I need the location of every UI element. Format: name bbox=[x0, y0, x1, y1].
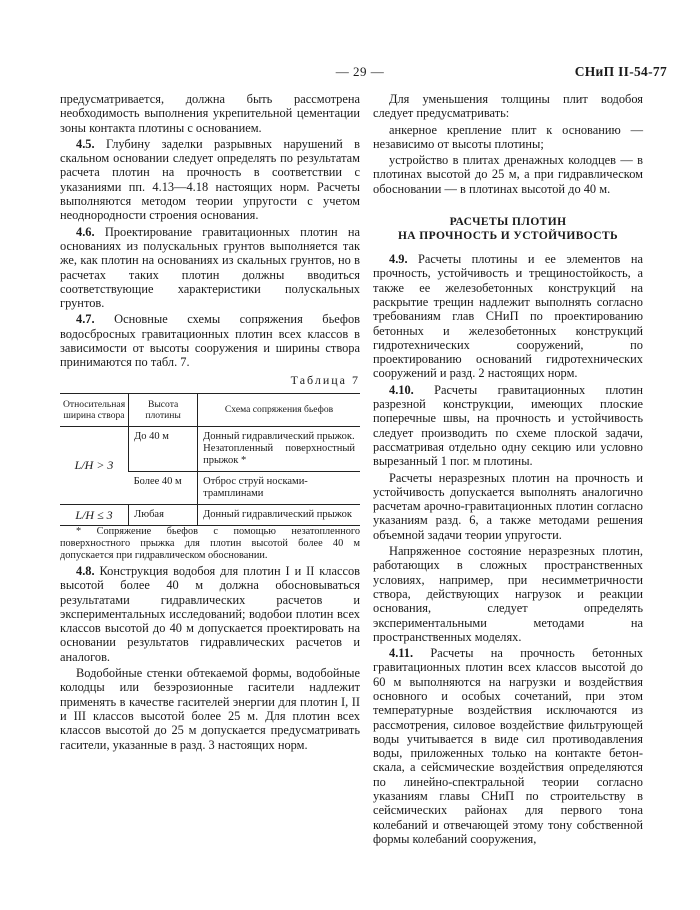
section-title-line: РАСЧЕТЫ ПЛОТИН bbox=[449, 216, 567, 229]
table-header-row bbox=[60, 393, 360, 426]
clause-text: Глубину заделки разрывных нарушений в скальном основании следует определять по результатам расчета плотин на прочность в соответствии с указаниями пп. 4.13—4.18 настоящих норм. Расчеты выполняются методом теории упругости с учетом неоднородности строения основания. bbox=[60, 136, 360, 223]
paragraph: Напряженное состояние неразрезных плотин, работающих в сложных пространственных условиях, например, при несимметричности створа, действующих нагрузок и реакции основания, следует определять экспериментальными методами на пространственных моделях. bbox=[373, 544, 643, 644]
clause-text: Основные схемы сопряжения бьефов водосбросных гравитационных плотин всех классов в зависимости от высоты сооружения и ширины створа принимаются по табл. 7. bbox=[60, 312, 360, 370]
clause-number: 4.6. bbox=[76, 224, 95, 239]
clause-number: 4.11. bbox=[389, 646, 414, 661]
clause-number: 4.7. bbox=[76, 312, 95, 327]
scheme-line: Донный гидравлический прыжок. bbox=[203, 430, 355, 442]
scheme-cell: Отброс струй носками-трамплинами bbox=[198, 471, 360, 504]
clause-number: 4.9. bbox=[389, 252, 408, 267]
paragraph: Для уменьшения толщины плит водобоя следует предусматривать: bbox=[373, 92, 643, 121]
paragraph: анкерное крепление плит к основанию — независимо от высоты плотины; bbox=[373, 122, 643, 151]
scheme-line: Незатопленный поверхностный прыжок * bbox=[203, 442, 355, 466]
clause-text: Конструкция водобоя для плотин I и II классов высотой более 40 м должна обосновываться результатами гидравлических расчетов и экспериментальных исследований; водобои плотин всех классов высотой до 40 м допускается проектировать на основании результатов гидравлических расчетов и аналогов. bbox=[60, 563, 360, 664]
clause-4-6 bbox=[60, 225, 360, 311]
clause-4-11 bbox=[373, 646, 643, 846]
page-header bbox=[0, 64, 700, 84]
clause-text: Расчеты на прочность бетонных гравитационных плотин всех классов высотой до 60 м выполняются на нагрузки и воздействия основного и особых сочетаний, при этом температурные воздействия исключаются из рассмотрения, силовое воздействие фильтрующей воды учитывается в виде сил противодавления воды, приложенных только на контакте бетон-скала, а сейсмические воздействия определяются по линейно-спектральной теории согласно указаниям главы СНиП по строительству в сейсмических районах для первого тона колебаний и отвечающей этому тону собственной формы колебаний сооружения, bbox=[373, 646, 643, 846]
clause-text: Расчеты гравитационных плотин разрезной конструкции, имеющих плоские поперечные швы, на прочность и устойчивость следует производить по схеме плоской задачи, рассматривая отдельно одну секцию или условно вырезанный 1 пог. м плотины. bbox=[373, 382, 643, 469]
table-row bbox=[60, 504, 360, 525]
ratio-cell: L/H > 3 bbox=[60, 426, 129, 504]
scheme-cell bbox=[198, 426, 360, 471]
page-number: — 29 — bbox=[335, 64, 385, 79]
clause-4-10 bbox=[373, 383, 643, 469]
header-coupling-scheme: Схема сопряжения бьефов bbox=[198, 393, 360, 426]
paragraph: Расчеты неразрезных плотин на прочность и устойчивость допускается выполнять аналогично расчетам арочно-гравитационных плотин согласно указаниям разд. 6, а также методами решения объемной задачи теории упругости. bbox=[373, 470, 643, 542]
clause-4-8 bbox=[60, 564, 360, 664]
clause-text: Проектирование гравитационных плотин на основаниях из полускальных грунтов выполняется так же, как плотин на основаниях из скальных грунтов, но в расчетах таких плотин должны вводиться соответствующие характеристики полускальных грунтов. bbox=[60, 224, 360, 311]
header-relative-width: Относительная ширина створа bbox=[60, 393, 129, 426]
paragraph-continuation: предусматривается, должна быть рассмотрена необходимость выполнения укрепительной цементации зоны контакта плотины с основанием. bbox=[60, 92, 360, 135]
clause-text: Расчеты плотины и ее элементов на прочность, устойчивость и трещиностойкость, а также ее железобетонных конструкций на раскрытие трещин надлежит выполнять согласно требованиям глав СНиП по проектированию бетонных и железобетонных конструкций гидротехнических сооружений, по проектированию оснований гидротехнических сооружений и разд. 2 настоящих норм. bbox=[373, 252, 643, 381]
clause-number: 4.5. bbox=[76, 136, 95, 151]
height-cell: Более 40 м bbox=[129, 471, 198, 504]
scheme-cell: Донный гидравлический прыжок bbox=[198, 504, 360, 525]
left-column bbox=[60, 92, 360, 754]
clause-number: 4.8. bbox=[76, 563, 95, 578]
table-caption: Таблица 7 bbox=[290, 372, 360, 387]
right-column bbox=[373, 92, 643, 848]
table-7 bbox=[60, 393, 360, 526]
height-cell: До 40 м bbox=[129, 426, 198, 471]
header-dam-height: Высота плотины bbox=[129, 393, 198, 426]
paragraph: устройство в плитах дренажных колодцев — в плотинах высотой до 25 м, а при гидравлическом обосновании — в плотинах высотой до 40 м. bbox=[373, 153, 643, 196]
clause-4-5 bbox=[60, 137, 360, 223]
table-row bbox=[60, 426, 360, 471]
height-cell: Любая bbox=[129, 504, 198, 525]
ratio-cell: L/H ≤ 3 bbox=[60, 504, 129, 525]
clause-4-9 bbox=[373, 252, 643, 381]
table-footnote: * Сопряжение бьефов с помощью незатопленного поверхностного прыжка для плотин высотой более 40 м допускается при гидравлическом обосновании. bbox=[60, 525, 360, 561]
clause-number: 4.10. bbox=[389, 382, 414, 397]
clause-4-7 bbox=[60, 312, 360, 369]
section-title-line: НА ПРОЧНОСТЬ И УСТОЙЧИВОСТЬ bbox=[397, 230, 619, 243]
section-title bbox=[373, 215, 643, 243]
paragraph: Водобойные стенки обтекаемой формы, водобойные колодцы или безэрозионные гасители надлежит применять в качестве гасителей энергии для плотин I, II и III классов высотой более 25 м. Для плотин всех классов высотой до 25 м допускается предусматривать гасители, указанные в разд. 3 настоящих норм. bbox=[60, 666, 360, 752]
document-code: СНиП II-54-77 bbox=[574, 64, 667, 79]
